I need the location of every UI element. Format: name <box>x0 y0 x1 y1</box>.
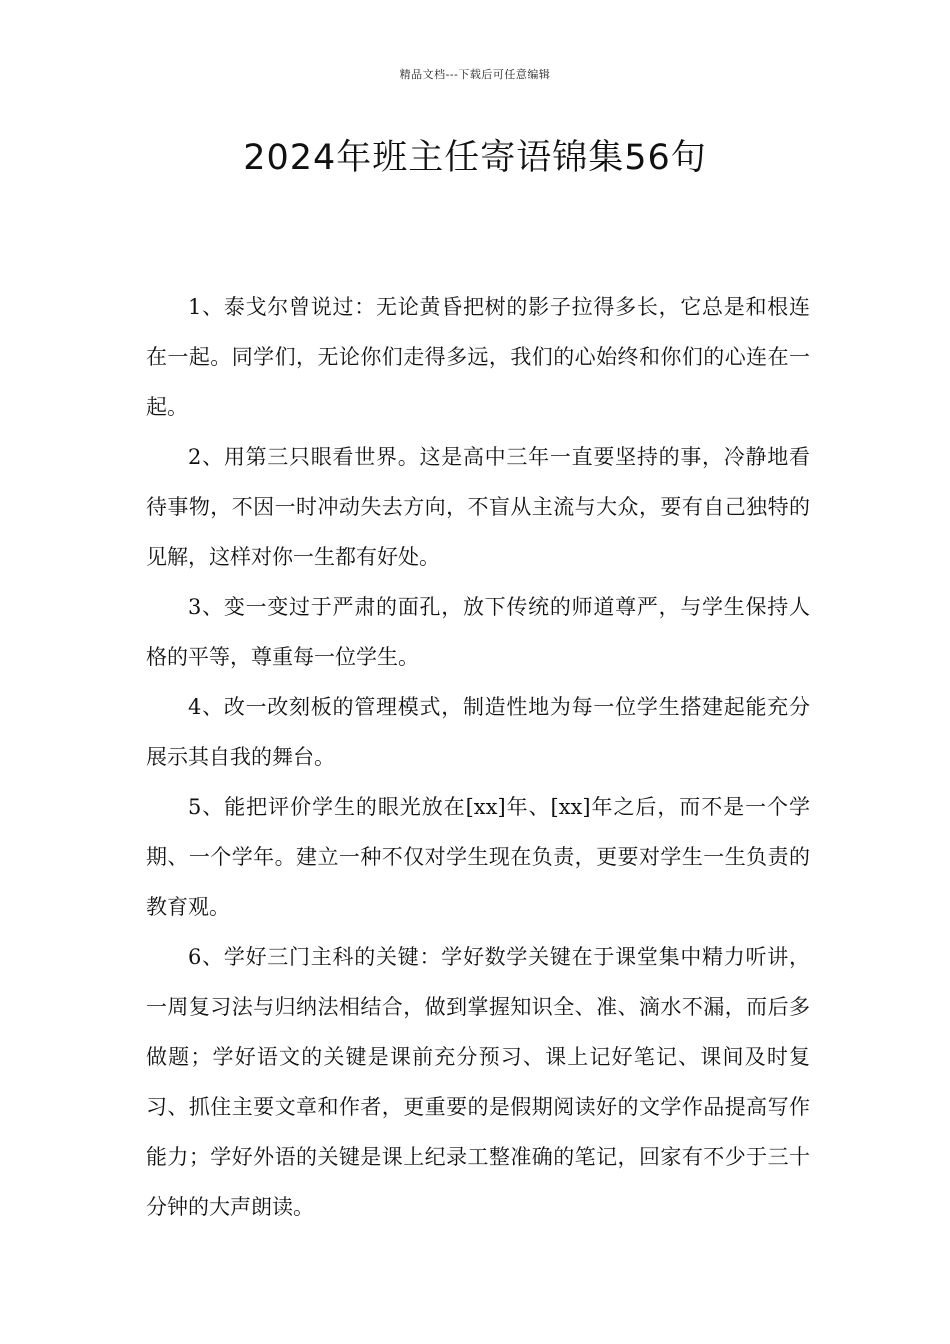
header-note: 精品文档---下载后可任意编辑 <box>399 68 551 81</box>
paragraph-2: 2、用第三只眼看世界。这是高中三年一直要坚持的事，冷静地看待事物，不因一时冲动失去方向，不盲从主流与大众，要有自己独特的见解，这样对你一生都有好处。 <box>146 445 810 569</box>
paragraph-4: 4、改一改刻板的管理模式，制造性地为每一位学生搭建起能充分展示其自我的舞台。 <box>146 695 810 769</box>
paragraph-5: 5、能把评价学生的眼光放在[xx]年、[xx]年之后，而不是一个学期、一个学年。建立一种不仅对学生现在负责，更要对学生一生负责的教育观。 <box>146 795 810 919</box>
paragraph-1: 1、泰戈尔曾说过：无论黄昏把树的影子拉得多长，它总是和根连在一起。同学们，无论你们走得多远，我们的心始终和你们的心连在一起。 <box>146 295 810 419</box>
paragraph-6: 6、学好三门主科的关键：学好数学关键在于课堂集中精力听讲，一周复习法与归纳法相结合，做到掌握知识全、准、滴水不漏，而后多做题；学好语文的关键是课前充分预习、课上记好笔记、课间及时复习、抓住主要文章和作者，更重要的是假期阅读好的文学作品提高写作能力；学好外语的关键是课上纪录工整准确的笔记，回家有不少于三十分钟的大声朗读。 <box>146 945 810 1219</box>
paragraph-3: 3、变一变过于严肃的面孔，放下传统的师道尊严，与学生保持人格的平等，尊重每一位学生。 <box>146 595 810 669</box>
document-body <box>146 282 810 1232</box>
page-title: 2024年班主任寄语锦集56句 <box>243 138 707 178</box>
